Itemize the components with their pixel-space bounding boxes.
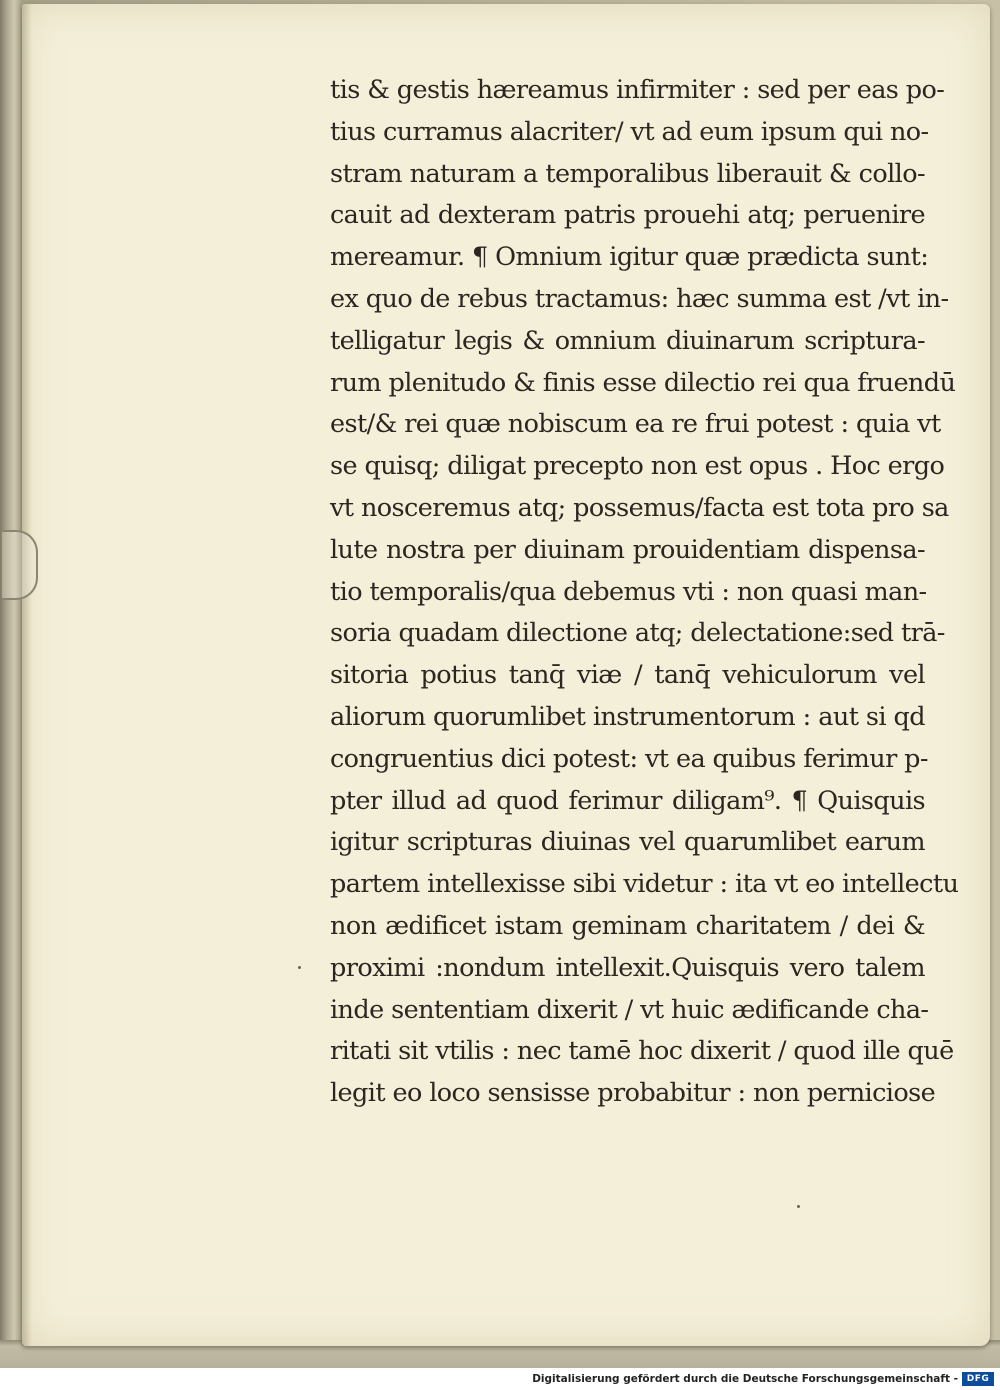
text-line: soria quadam dilectione atq; delectatione:sed trā- [330, 618, 945, 649]
dfg-logo: DFG [962, 1372, 994, 1386]
text-column [330, 70, 959, 1115]
text-line: cauit ad dexteram patris prouehi atq; peruenire [330, 200, 925, 231]
ink-speck [298, 966, 301, 969]
text-line: stram naturam a temporalibus liberauit & collo- [330, 158, 925, 189]
ink-speck [797, 1205, 800, 1208]
text-line: est/& rei quæ nobiscum ea re frui potest : quia vt [330, 409, 941, 440]
text-line: telligatur legis & omnium diuinarum scriptura- [330, 325, 925, 356]
text-line: proximi :nondum intellexit.Quisquis vero talem [330, 952, 925, 983]
text-line: igitur scripturas diuinas vel quarumlibet earum [330, 827, 925, 858]
text-line: tio temporalis/qua debemus vti : non quasi man- [330, 576, 927, 607]
text-line: lute nostra per diuinam prouidentiam dispensa- [330, 534, 925, 565]
text-line: aliorum quorumlibet instrumentorum : aut si qd [330, 701, 925, 732]
text-line: vt nosceremus atq; possemus/facta est tota pro sa [330, 492, 949, 523]
text-line: tis & gestis hæreamus infirmiter : sed per eas po- [330, 75, 945, 105]
text-line: rum plenitudo & finis esse dilectio rei qua fruendū [330, 367, 956, 398]
funding-credit: Digitalisierung gefördert durch die Deutsche Forschungsgemeinschaft - [532, 1373, 958, 1385]
text-line: mereamur. ¶ Omnium igitur quæ prædicta sunt: [330, 242, 929, 273]
text-line: pter illud ad quod ferimur diligam⁹. ¶ Quisquis [330, 785, 925, 816]
text-line: sitoria potius tanq̄ viæ / tanq̄ vehiculorum vel [330, 660, 925, 691]
text-line: inde sententiam dixerit / vt huic ædificande cha- [330, 994, 929, 1025]
text-line: congruentius dici potest: vt ea quibus ferimur p- [330, 743, 928, 774]
text-line: partem intellexisse sibi videtur : ita vt eo intellectu [330, 869, 959, 900]
text-line: non ædificet istam geminam charitatem / dei & [330, 910, 925, 941]
text-line: tius curramus alacriter/ vt ad eum ipsum qui no- [330, 116, 929, 147]
text-line: ex quo de rebus tractamus: hæc summa est /vt in- [330, 283, 949, 314]
page-clip [2, 530, 38, 600]
text-line: legit eo loco sensisse probabitur : non perniciose [330, 1078, 936, 1109]
text-line: se quisq; diligat precepto non est opus . Hoc ergo [330, 451, 945, 482]
text-line: ritati sit vtilis : nec tamē hoc dixerit / quod ille quē [330, 1036, 954, 1067]
